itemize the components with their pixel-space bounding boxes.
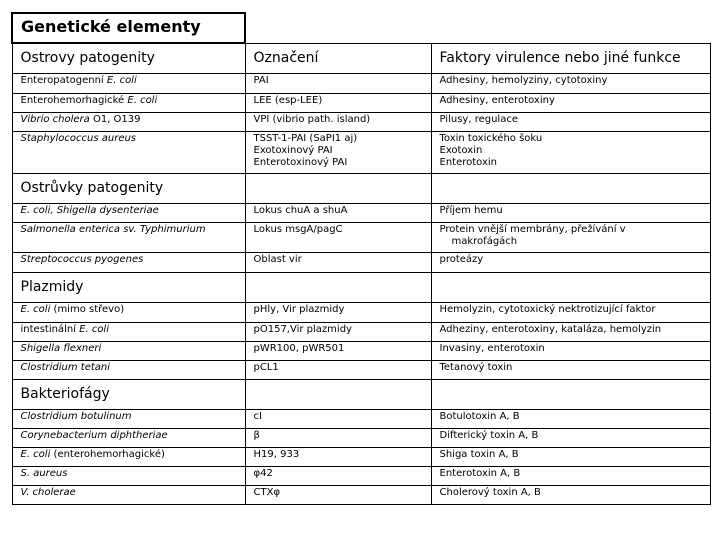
- table-row: [12, 204, 710, 223]
- table-row: [12, 74, 710, 94]
- marking-cell: Lokus msgA/pagC: [245, 223, 431, 253]
- function-cell: Enterotoxin A, B: [431, 467, 710, 486]
- table-row: [12, 467, 710, 486]
- marking-cell: pCL1: [245, 361, 431, 380]
- function-cell: Adheziny, enterotoxiny, kataláza, hemolyzin: [431, 323, 710, 342]
- table-row: [12, 342, 710, 361]
- organism-cell: Clostridium botulinum: [12, 410, 245, 429]
- genetic-elements-table: [11, 12, 711, 505]
- table-row: [12, 323, 710, 342]
- section-row: [12, 273, 710, 303]
- table-row: [12, 223, 710, 253]
- organism-cell: S. aureus: [12, 467, 245, 486]
- marking-cell: pWR100, pWR501: [245, 342, 431, 361]
- section-row: [12, 380, 710, 410]
- table-row: [12, 361, 710, 380]
- header-islands: Ostrovy patogenity: [12, 43, 245, 74]
- marking-cell: β: [245, 429, 431, 448]
- function-cell: Tetanový toxin: [431, 361, 710, 380]
- table-row: [12, 132, 710, 174]
- marking-cell: pO157,Vir plazmidy: [245, 323, 431, 342]
- organism-cell: Streptococcus pyogenes: [12, 253, 245, 273]
- marking-cell: TSST-1-PAI (SaPI1 aj) Exotoxinový PAI Enterotoxinový PAI: [245, 132, 431, 174]
- function-cell: Invasiny, enterotoxin: [431, 342, 710, 361]
- table-row: [12, 113, 710, 132]
- marking-cell: LEE (esp-LEE): [245, 94, 431, 113]
- section-title-plasmids: Plazmidy: [12, 273, 245, 303]
- organism-cell: V. cholerae: [12, 486, 245, 505]
- marking-cell: PAI: [245, 74, 431, 94]
- marking-cell: pHly, Vir plazmidy: [245, 303, 431, 323]
- marking-cell: VPI (vibrio path. island): [245, 113, 431, 132]
- organism-cell: Staphylococcus aureus: [12, 132, 245, 174]
- organism-cell: Shigella flexneri: [12, 342, 245, 361]
- marking-cell: Oblast vir: [245, 253, 431, 273]
- organism-cell: Clostridium tetani: [12, 361, 245, 380]
- function-cell: Botulotoxin A, B: [431, 410, 710, 429]
- organism-cell: E. coli (enterohemorhagické): [12, 448, 245, 467]
- function-cell: Cholerový toxin A, B: [431, 486, 710, 505]
- section-row: [12, 174, 710, 204]
- title-row: [12, 13, 710, 43]
- header-virulence: Faktory virulence nebo jiné funkce: [431, 43, 710, 74]
- function-cell: Difterický toxin A, B: [431, 429, 710, 448]
- organism-cell: Enteropatogenní E. coli: [12, 74, 245, 94]
- header-row: [12, 43, 710, 74]
- table-row: [12, 410, 710, 429]
- marking-cell: cI: [245, 410, 431, 429]
- function-cell: Adhesiny, hemolyziny, cytotoxiny: [431, 74, 710, 94]
- function-cell: Hemolyzin, cytotoxický nektrotizující faktor: [431, 303, 710, 323]
- table-row: [12, 486, 710, 505]
- table-title: Genetické elementy: [12, 13, 245, 43]
- table-row: [12, 94, 710, 113]
- section-title-islets: Ostrůvky patogenity: [12, 174, 245, 204]
- organism-cell: Salmonella enterica sv. Typhimurium: [12, 223, 245, 253]
- function-cell: Příjem hemu: [431, 204, 710, 223]
- table-row: [12, 303, 710, 323]
- organism-cell: Enterohemorhagické E. coli: [12, 94, 245, 113]
- table-row: [12, 448, 710, 467]
- header-marking: Označení: [245, 43, 431, 74]
- function-cell: Adhesiny, enterotoxiny: [431, 94, 710, 113]
- marking-cell: Lokus chuA a shuA: [245, 204, 431, 223]
- organism-cell: E. coli, Shigella dysenteriae: [12, 204, 245, 223]
- organism-cell: Vibrio cholera O1, O139: [12, 113, 245, 132]
- function-cell: Pilusy, regulace: [431, 113, 710, 132]
- function-cell: Shiga toxin A, B: [431, 448, 710, 467]
- table-row: [12, 429, 710, 448]
- function-cell: Protein vnější membrány, přežívání v makrofágách: [431, 223, 710, 253]
- organism-cell: Corynebacterium diphtheriae: [12, 429, 245, 448]
- organism-cell: E. coli (mimo střevo): [12, 303, 245, 323]
- organism-cell: intestinální E. coli: [12, 323, 245, 342]
- marking-cell: H19, 933: [245, 448, 431, 467]
- section-title-phages: Bakteriofágy: [12, 380, 245, 410]
- function-cell: Toxin toxického šoku Exotoxin Enterotoxin: [431, 132, 710, 174]
- marking-cell: CTXφ: [245, 486, 431, 505]
- function-cell: proteázy: [431, 253, 710, 273]
- marking-cell: φ42: [245, 467, 431, 486]
- table-row: [12, 253, 710, 273]
